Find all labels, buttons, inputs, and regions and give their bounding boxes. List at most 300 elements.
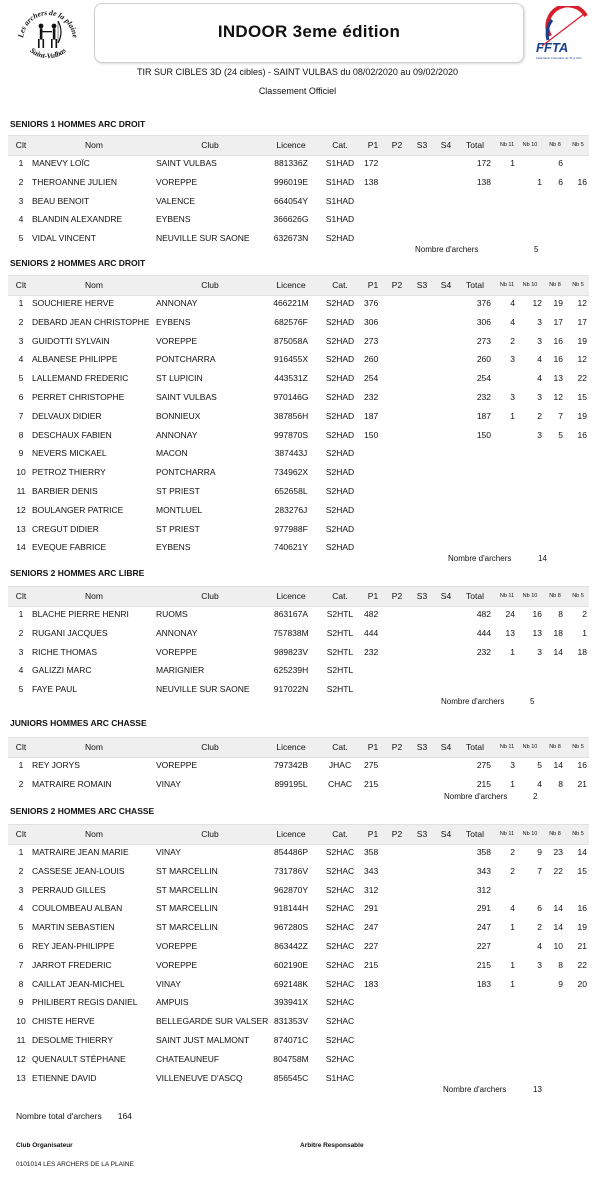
cell-nb10: 5 — [537, 760, 542, 770]
column-header-nb10: Nb 10 — [522, 831, 538, 837]
cell-clt: 3 — [18, 195, 24, 206]
cell-cat: S2HAD — [325, 354, 355, 365]
cell-total: 227 — [476, 941, 491, 951]
cell-nb5: 19 — [577, 410, 587, 421]
cell-nb8: 16 — [553, 335, 563, 346]
cell-clt: 4 — [18, 665, 24, 676]
archer-count-label: Nombre d'archers — [441, 697, 505, 706]
cell-club: EYBENS — [156, 214, 191, 225]
cell-nb5: 22 — [577, 959, 587, 970]
cell-nom: QUENAULT STÉPHANE — [32, 1053, 126, 1064]
cell-nb10: 12 — [532, 298, 542, 308]
cell-clt: 2 — [18, 176, 24, 187]
column-header-p1: P1 — [367, 829, 379, 839]
cell-clt: 13 — [16, 1072, 26, 1083]
cell-cat: S1HAD — [325, 176, 355, 187]
cell-cat: S1HAD — [325, 158, 355, 168]
ffta-logo — [528, 6, 594, 62]
cell-clt: 1 — [18, 609, 24, 619]
table-row — [8, 624, 589, 643]
cell-total: 247 — [476, 922, 491, 933]
cell-nb5: 15 — [577, 392, 587, 402]
cell-cat: S1HAC — [325, 1072, 355, 1083]
column-header-club: Club — [201, 280, 219, 290]
cell-nb11: 1 — [510, 922, 515, 933]
cell-licence: 962870Y — [273, 884, 309, 895]
cell-clt: 1 — [18, 847, 24, 857]
column-header-total: Total — [466, 829, 484, 839]
cell-licence: 734962X — [273, 467, 309, 478]
logo-text-top: Les archers de la plaine — [16, 8, 80, 39]
cell-club: PONTCHARRA — [156, 467, 216, 478]
cell-nb10: 3 — [537, 646, 542, 657]
cell-nb8: 6 — [558, 176, 563, 187]
cell-nom: PETROZ THIERRY — [32, 467, 106, 478]
cell-licence: 797342B — [273, 760, 309, 770]
ranking-label: Classement Officiel — [258, 86, 337, 96]
cell-nb8: 14 — [553, 646, 563, 657]
table-row — [8, 643, 589, 662]
cell-p1: 482 — [364, 609, 379, 619]
cell-nb11: 24 — [505, 609, 515, 619]
cell-clt: 3 — [18, 335, 24, 346]
table-row — [8, 313, 589, 332]
cell-total: 275 — [476, 760, 491, 770]
cell-nom: DELVAUX DIDIER — [32, 410, 102, 421]
cell-nom: BEAU BENOIT — [32, 195, 90, 206]
cell-nb10: 4 — [537, 941, 542, 951]
cell-licence: 652658L — [274, 486, 308, 496]
cell-clt: 1 — [18, 760, 24, 770]
cell-nom: RICHE THOMAS — [32, 646, 98, 657]
cell-total: 232 — [476, 646, 491, 657]
cell-cat: S2HAD — [325, 542, 355, 553]
cell-nb10: 4 — [537, 373, 542, 384]
archer-count-label: Nombre d'archers — [443, 1085, 507, 1094]
cell-cat: S2HAD — [325, 335, 355, 346]
column-header-nb10: Nb 10 — [522, 593, 538, 599]
cell-clt: 14 — [16, 542, 26, 553]
cell-nb8: 23 — [553, 847, 563, 857]
cell-nb10: 4 — [537, 778, 542, 789]
cell-nb10: 2 — [537, 410, 542, 421]
column-header-nb11: Nb 11 — [499, 831, 515, 837]
table-row — [8, 605, 589, 624]
cell-nb11: 3 — [510, 354, 515, 365]
cell-cat: S2HTL — [326, 627, 354, 638]
cell-nb8: 8 — [558, 959, 563, 970]
cell-clt: 7 — [18, 410, 24, 421]
cell-nb5: 16 — [577, 760, 587, 770]
cell-club: ST PRIEST — [156, 486, 200, 496]
column-header-nb5: Nb 5 — [572, 593, 584, 599]
cell-nb11: 2 — [510, 847, 515, 857]
cell-cat: S2HAD — [325, 392, 355, 402]
cell-nom: JARROT FREDERIC — [32, 959, 112, 970]
cell-total: 358 — [476, 847, 491, 857]
table-row — [8, 1012, 589, 1031]
cell-licence: 881336Z — [274, 158, 308, 168]
cell-club: VALENCE — [156, 195, 196, 206]
column-header-licence: Licence — [276, 591, 306, 601]
cell-nb10: 3 — [537, 392, 542, 402]
cell-club: SAINT JUST MALMONT — [156, 1035, 250, 1045]
cell-licence: 804758M — [273, 1053, 309, 1064]
column-header-p2: P2 — [391, 829, 403, 839]
cell-nom: SOUCHIERE HERVE — [32, 298, 115, 308]
cell-licence: 602190E — [273, 959, 309, 970]
cell-nb10: 9 — [537, 847, 542, 857]
cell-nom: MATRAIRE JEAN MARIE — [32, 847, 129, 857]
cell-nb10: 2 — [537, 922, 542, 933]
section-archer-count — [415, 245, 539, 254]
table-row — [8, 862, 589, 881]
section-archer-count — [441, 697, 535, 706]
table-row — [8, 775, 589, 794]
cell-p1: 232 — [364, 392, 379, 402]
cell-p1: 358 — [364, 847, 379, 857]
cell-total: 187 — [476, 410, 491, 421]
cell-club: VINAY — [156, 847, 181, 857]
table-row — [8, 482, 589, 501]
column-header-nom: Nom — [85, 829, 103, 839]
table-row — [8, 843, 589, 862]
column-header-s4: S4 — [440, 829, 452, 839]
svg-text:Les archers de la plaine — [16, 8, 80, 39]
cell-nb11: 4 — [510, 298, 515, 308]
cell-cat: S2HAD — [325, 504, 355, 515]
column-header-p2: P2 — [391, 140, 403, 150]
cell-cat: S2HAD — [325, 233, 355, 244]
logo-text-bottom: Saint-Vulbas — [28, 45, 68, 61]
cell-licence: 632673N — [273, 233, 309, 244]
cell-p1: 343 — [364, 865, 379, 876]
cell-nom: FAYE PAUL — [32, 684, 78, 695]
cell-cat: S2HAC — [325, 978, 355, 989]
cell-licence: 916455X — [273, 354, 309, 365]
table-row — [8, 899, 589, 918]
cell-nb10: 13 — [532, 627, 542, 638]
archer-count-label: Nombre d'archers — [448, 554, 512, 563]
cell-total: 172 — [476, 158, 491, 168]
cell-clt: 4 — [18, 354, 24, 365]
cell-licence: 863442Z — [274, 941, 308, 951]
table-header — [8, 275, 589, 296]
cell-nom: PERRET CHRISTOPHE — [32, 392, 125, 402]
cell-licence: 387443J — [274, 448, 308, 459]
cell-nb8: 6 — [558, 158, 563, 168]
section-archer-count — [444, 792, 538, 801]
cell-p1: 312 — [364, 884, 379, 895]
cell-nom: ALBANESE PHILIPPE — [32, 354, 118, 365]
cell-licence: 443531Z — [274, 373, 308, 384]
cell-cat: S2HAC — [325, 884, 355, 895]
column-header-nb8: Nb 8 — [549, 282, 561, 288]
cell-nom: MANEVY LOÏC — [32, 158, 90, 168]
cell-nb11: 13 — [505, 627, 515, 638]
cell-nom: VIDAL VINCENT — [32, 233, 96, 244]
table-row — [8, 661, 589, 680]
cell-club: VOREPPE — [156, 959, 198, 970]
cell-nom: ETIENNE DAVID — [32, 1072, 97, 1083]
cell-nom: CREGUT DIDIER — [32, 523, 99, 534]
cell-cat: S2HAD — [325, 373, 355, 384]
cell-cat: S2HAD — [325, 298, 355, 308]
cell-club: VILLENEUVE D'ASCQ — [156, 1072, 243, 1083]
cell-cat: JHAC — [328, 760, 352, 770]
cell-club: ST PRIEST — [156, 523, 200, 534]
column-header-nb5: Nb 5 — [572, 282, 584, 288]
cell-p1: 227 — [364, 941, 379, 951]
cell-p1: 254 — [364, 373, 379, 384]
cell-clt: 5 — [18, 684, 24, 695]
cell-licence: 996019E — [273, 176, 309, 187]
section-title: SENIORS 1 HOMMES ARC DROIT — [10, 119, 146, 129]
cell-nb5: 16 — [577, 903, 587, 914]
cell-club: VINAY — [156, 778, 181, 789]
cell-nb11: 2 — [510, 335, 515, 346]
archer-count-label: Nombre d'archers — [415, 245, 479, 254]
archer-count-value: 5 — [530, 697, 535, 706]
cell-nom: COULOMBEAU ALBAN — [32, 903, 123, 914]
ffta-logo-text: FFTA — [536, 40, 569, 55]
column-header-cat: Cat. — [332, 280, 348, 290]
cell-club: BELLEGARDE SUR VALSER — [156, 1016, 269, 1027]
cell-clt: 12 — [16, 504, 26, 515]
cell-licence: 874071C — [273, 1035, 309, 1045]
cell-cat: S2HAC — [325, 1016, 355, 1027]
table-row — [8, 332, 589, 351]
cell-nb11: 1 — [510, 646, 515, 657]
cell-licence: 466221M — [273, 298, 309, 308]
cell-total: 260 — [476, 354, 491, 365]
cell-clt: 11 — [16, 1035, 26, 1045]
cell-clt: 5 — [18, 922, 24, 933]
cell-nb5: 21 — [577, 941, 587, 951]
cell-nb8: 5 — [558, 429, 563, 440]
column-header-nb10: Nb 10 — [522, 282, 538, 288]
cell-p1: 444 — [364, 627, 379, 638]
cell-club: SAINT VULBAS — [156, 158, 217, 168]
cell-nb5: 19 — [577, 335, 587, 346]
cell-total: 444 — [476, 627, 491, 638]
table-row — [8, 918, 589, 937]
cell-cat: S2HAD — [325, 486, 355, 496]
table-row — [8, 210, 589, 229]
column-header-nom: Nom — [85, 742, 103, 752]
total-archers — [16, 1111, 132, 1121]
table-row — [8, 192, 589, 211]
column-header-licence: Licence — [276, 140, 306, 150]
cell-clt: 4 — [18, 214, 24, 225]
table-row — [8, 294, 589, 313]
cell-nb8: 9 — [558, 978, 563, 989]
cell-club: MARIGNIER — [156, 665, 205, 676]
table-header — [8, 737, 589, 758]
column-header-p1: P1 — [367, 140, 379, 150]
page-title: INDOOR 3eme édition — [217, 22, 401, 41]
cell-nom: RUGANI JACQUES — [32, 627, 108, 638]
cell-nb11: 1 — [510, 778, 515, 789]
cell-nb8: 14 — [553, 760, 563, 770]
cell-clt: 1 — [18, 158, 24, 168]
cell-licence: 989823V — [273, 646, 309, 657]
archer-count-value: 13 — [533, 1085, 542, 1094]
cell-cat: S2HTL — [326, 609, 354, 619]
cell-club: VINAY — [156, 978, 181, 989]
cell-nom: CAILLAT JEAN-MICHEL — [32, 978, 125, 989]
cell-club: ANNONAY — [156, 429, 198, 440]
cell-nom: BARBIER DENIS — [32, 486, 98, 496]
cell-club: VOREPPE — [156, 176, 198, 187]
cell-club: EYBENS — [156, 542, 191, 553]
cell-clt: 2 — [18, 316, 24, 327]
cell-nb10: 3 — [537, 335, 542, 346]
column-header-s3: S3 — [416, 280, 428, 290]
section-archer-count — [448, 554, 547, 563]
column-header-nb11: Nb 11 — [499, 744, 515, 750]
cell-clt: 6 — [18, 941, 24, 951]
cell-nb10: 4 — [537, 354, 542, 365]
cell-p1: 260 — [364, 354, 379, 365]
cell-clt: 2 — [18, 778, 24, 789]
cell-nb11: 1 — [510, 959, 515, 970]
column-header-nb8: Nb 8 — [549, 744, 561, 750]
cell-nb8: 10 — [553, 941, 563, 951]
cell-p1: 150 — [364, 429, 379, 440]
cell-licence: 875058A — [273, 335, 309, 346]
cell-nb8: 13 — [553, 373, 563, 384]
cell-nom: GUIDOTTI SYLVAIN — [32, 335, 110, 346]
svg-text:Saint-Vulbas — [28, 46, 67, 61]
cell-nom: EVEQUE FABRICE — [32, 542, 107, 553]
cell-nom: PERRAUD GILLES — [32, 884, 106, 895]
table-row — [8, 756, 589, 775]
cell-nom: THEROANNE JULIEN — [32, 176, 118, 187]
column-header-nb11: Nb 11 — [499, 282, 515, 288]
section-title: SENIORS 2 HOMMES ARC LIBRE — [10, 568, 145, 578]
cell-cat: S1HAD — [325, 195, 355, 206]
cell-nom: DESCHAUX FABIEN — [32, 429, 112, 440]
cell-licence: 831353V — [273, 1016, 309, 1027]
cell-cat: S2HTL — [326, 646, 354, 657]
column-header-nom: Nom — [85, 280, 103, 290]
cell-club: ST LUPICIN — [156, 373, 203, 384]
cell-nom: REY JEAN-PHILIPPE — [32, 941, 115, 951]
column-header-nb5: Nb 5 — [572, 831, 584, 837]
cell-clt: 13 — [16, 523, 26, 534]
column-header-s3: S3 — [416, 742, 428, 752]
cell-nb8: 17 — [553, 316, 563, 327]
cell-total: 183 — [476, 978, 491, 989]
cell-cat: S2HAC — [325, 997, 355, 1008]
cell-nb10: 7 — [537, 865, 542, 876]
ffta-arc-red — [547, 6, 586, 36]
cell-club: MONTLUEL — [156, 504, 203, 515]
table-row — [8, 369, 589, 388]
cell-club: SAINT VULBAS — [156, 392, 217, 402]
column-header-clt: Clt — [15, 280, 27, 290]
cell-clt: 8 — [18, 978, 24, 989]
cell-nb8: 14 — [553, 922, 563, 933]
archer-count-label: Nombre d'archers — [444, 792, 508, 801]
column-header-clt: Clt — [15, 742, 27, 752]
column-header-nb8: Nb 8 — [549, 831, 561, 837]
cell-licence: 967280S — [273, 922, 309, 933]
column-header-club: Club — [201, 829, 219, 839]
section-title: SENIORS 2 HOMMES ARC CHASSE — [10, 806, 155, 816]
table-row — [8, 463, 589, 482]
arbitre-label: Arbitre Responsable — [300, 1142, 364, 1149]
cell-nb10: 1 — [537, 176, 542, 187]
column-header-nb8: Nb 8 — [549, 142, 561, 148]
column-header-p2: P2 — [391, 280, 403, 290]
cell-clt: 12 — [16, 1053, 26, 1064]
table-row — [8, 173, 589, 192]
cell-nb8: 12 — [553, 392, 563, 402]
cell-total: 306 — [476, 316, 491, 327]
total-archers-value: 164 — [117, 1111, 132, 1121]
cell-nb10: 3 — [537, 316, 542, 327]
table-row — [8, 388, 589, 407]
cell-p1: 275 — [364, 760, 379, 770]
cell-club: CHATEAUNEUF — [156, 1053, 220, 1064]
cell-clt: 5 — [18, 233, 24, 244]
cell-nb5: 12 — [577, 354, 587, 365]
page-header — [10, 2, 585, 60]
cell-nb5: 20 — [577, 978, 587, 989]
cell-club: VOREPPE — [156, 760, 198, 770]
cell-p1: 376 — [364, 298, 379, 308]
column-header-p1: P1 — [367, 280, 379, 290]
cell-nb5: 12 — [577, 298, 587, 308]
cell-nb5: 2 — [582, 609, 587, 619]
cell-licence: 283276J — [274, 504, 308, 515]
section-title: SENIORS 2 HOMMES ARC DROIT — [10, 258, 146, 268]
column-header-s4: S4 — [440, 140, 452, 150]
table-header — [8, 586, 589, 607]
column-header-club: Club — [201, 591, 219, 601]
cell-club: VOREPPE — [156, 335, 198, 346]
table-row — [8, 956, 589, 975]
cell-licence: 854486P — [273, 847, 309, 857]
cell-p1: 247 — [364, 922, 379, 933]
cell-cat: S2HAC — [325, 903, 355, 914]
column-header-s3: S3 — [416, 829, 428, 839]
column-header-s4: S4 — [440, 280, 452, 290]
table-header — [8, 824, 589, 845]
cell-nom: LALLEMAND FREDERIC — [32, 373, 129, 384]
cell-nom: DEBARD JEAN CHRISTOPHE — [32, 316, 150, 327]
column-header-nom: Nom — [85, 591, 103, 601]
ffta-logo-subtext: Fédération Française de Tir à l'Arc — [536, 56, 582, 60]
cell-nb8: 18 — [553, 627, 563, 638]
table-row — [8, 1031, 589, 1050]
cell-p1: 306 — [364, 316, 379, 327]
archer-count-value: 14 — [538, 554, 547, 563]
column-header-cat: Cat. — [332, 591, 348, 601]
cell-total: 482 — [476, 609, 491, 619]
cell-nom: PHILIBERT REGIS DANIEL — [32, 997, 138, 1008]
table-header — [8, 135, 589, 156]
cell-licence: 757838M — [273, 627, 309, 638]
cell-licence: 740621Y — [273, 542, 309, 553]
cell-club: ANNONAY — [156, 298, 198, 308]
cell-nb10: 6 — [537, 903, 542, 914]
column-header-clt: Clt — [15, 591, 27, 601]
cell-clt: 9 — [18, 997, 24, 1008]
column-header-nb5: Nb 5 — [572, 142, 584, 148]
